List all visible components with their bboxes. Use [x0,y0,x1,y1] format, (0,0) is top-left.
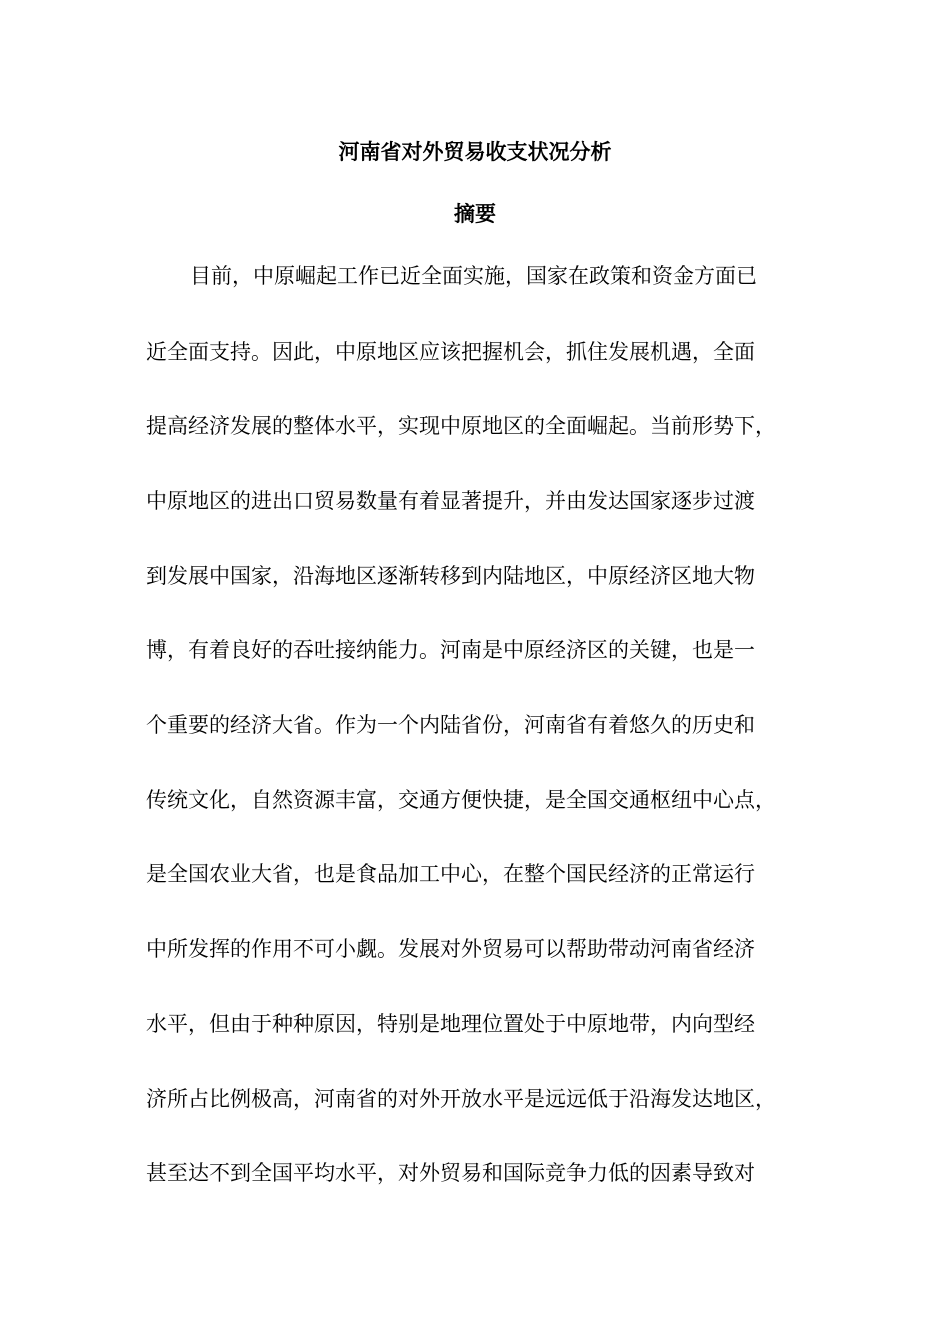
abstract-line: 传统文化，自然资源丰富，交通方便快捷，是全国交通枢纽中心点， [146,788,776,812]
abstract-line: 是全国农业大省，也是食品加工中心，在整个国民经济的正常运行 [146,862,755,886]
abstract-line: 个重要的经济大省。作为一个内陆省份，河南省有着悠久的历史和 [146,713,755,737]
abstract-line: 博，有着良好的吞吐接纳能力。河南是中原经济区的关键，也是一 [146,638,755,662]
abstract-line: 目前，中原崛起工作已近全面实施，国家在政策和资金方面已 [190,264,757,288]
abstract-line: 提高经济发展的整体水平，实现中原地区的全面崛起。当前形势下， [146,414,776,438]
abstract-line: 到发展中国家，沿海地区逐渐转移到内陆地区，中原经济区地大物 [146,564,755,588]
abstract-line: 近全面支持。因此，中原地区应该把握机会，抓住发展机遇，全面 [146,340,755,364]
abstract-line: 甚至达不到全国平均水平，对外贸易和国际竞争力低的因素导致对 [146,1161,755,1185]
abstract-line: 水平，但由于种种原因，特别是地理位置处于中原地带，内向型经 [146,1012,755,1036]
abstract-line: 济所占比例极高，河南省的对外开放水平是远远低于沿海发达地区， [146,1087,776,1111]
abstract-heading: 摘要 [454,201,496,226]
abstract-line: 中原地区的进出口贸易数量有着显著提升，并由发达国家逐步过渡 [146,489,755,513]
abstract-line: 中所发挥的作用不可小觑。发展对外贸易可以帮助带动河南省经济 [146,937,755,961]
document-title: 河南省对外贸易收支状况分析 [338,139,612,164]
